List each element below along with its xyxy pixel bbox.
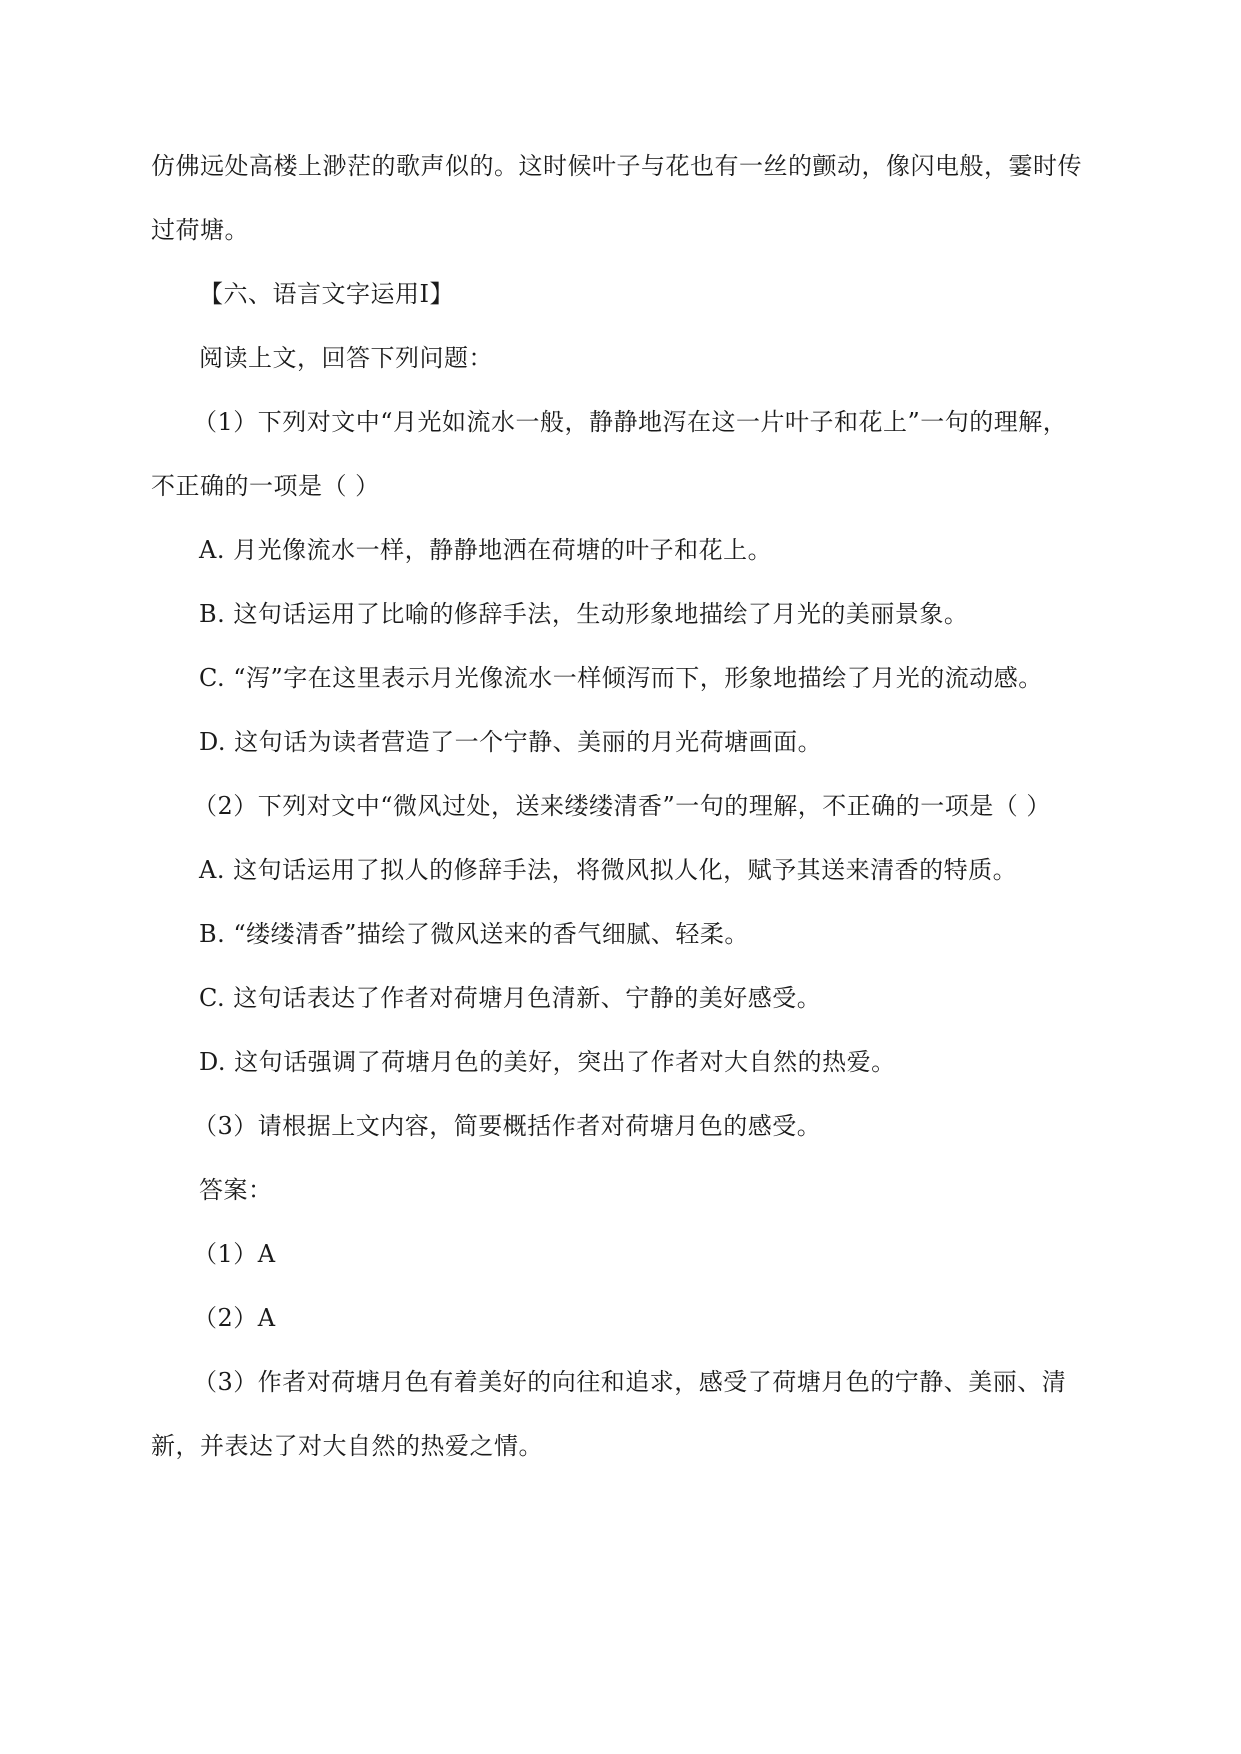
question-1-line-1: （1）下列对文中“月光如流水一般，静静地泻在这一片叶子和花上”一句的理解， — [193, 408, 1068, 436]
answer-3-line-2: 新，并表达了对大自然的热爱之情。 — [151, 1432, 543, 1460]
question-2-option-c: C. 这句话表达了作者对荷塘月色清新、宁静的美好感受。 — [199, 984, 822, 1012]
question-1-option-d: D. 这句话为读者营造了一个宁静、美丽的月光荷塘画面。 — [199, 728, 823, 756]
passage-line-2: 过荷塘。 — [151, 216, 249, 244]
question-1-line-2: 不正确的一项是（ ） — [151, 472, 380, 500]
question-3: （3）请根据上文内容，简要概括作者对荷塘月色的感受。 — [193, 1112, 822, 1140]
answer-heading: 答案： — [199, 1176, 273, 1204]
question-2-option-a: A. 这句话运用了拟人的修辞手法，将微风拟人化，赋予其送来清香的特质。 — [199, 856, 1018, 884]
question-2: （2）下列对文中“微风过处，送来缕缕清香”一句的理解，不正确的一项是（ ） — [193, 792, 1051, 820]
question-1-option-b: B. 这句话运用了比喻的修辞手法，生动形象地描绘了月光的美丽景象。 — [199, 600, 969, 628]
question-1-option-a: A. 月光像流水一样，静静地洒在荷塘的叶子和花上。 — [199, 536, 773, 564]
answer-3-line-1: （3）作者对荷塘月色有着美好的向往和追求，感受了荷塘月色的宁静、美丽、清 — [193, 1368, 1067, 1396]
answer-1: （1）A — [193, 1240, 276, 1268]
question-2-option-b: B. “缕缕清香”描绘了微风送来的香气细腻、轻柔。 — [199, 920, 749, 948]
question-1-option-c: C. “泻”字在这里表示月光像流水一样倾泻而下，形象地描绘了月光的流动感。 — [199, 664, 1043, 692]
passage-line-1: 仿佛远处高楼上渺茫的歌声似的。这时候叶子与花也有一丝的颤动，像闪电般，霎时传 — [151, 152, 1082, 180]
section-heading: 【六、语言文字运用Ⅰ】 — [199, 280, 454, 308]
instruction-text: 阅读上文，回答下列问题： — [199, 344, 493, 372]
question-2-option-d: D. 这句话强调了荷塘月色的美好，突出了作者对大自然的热爱。 — [199, 1048, 896, 1076]
answer-2: （2）A — [193, 1304, 276, 1332]
